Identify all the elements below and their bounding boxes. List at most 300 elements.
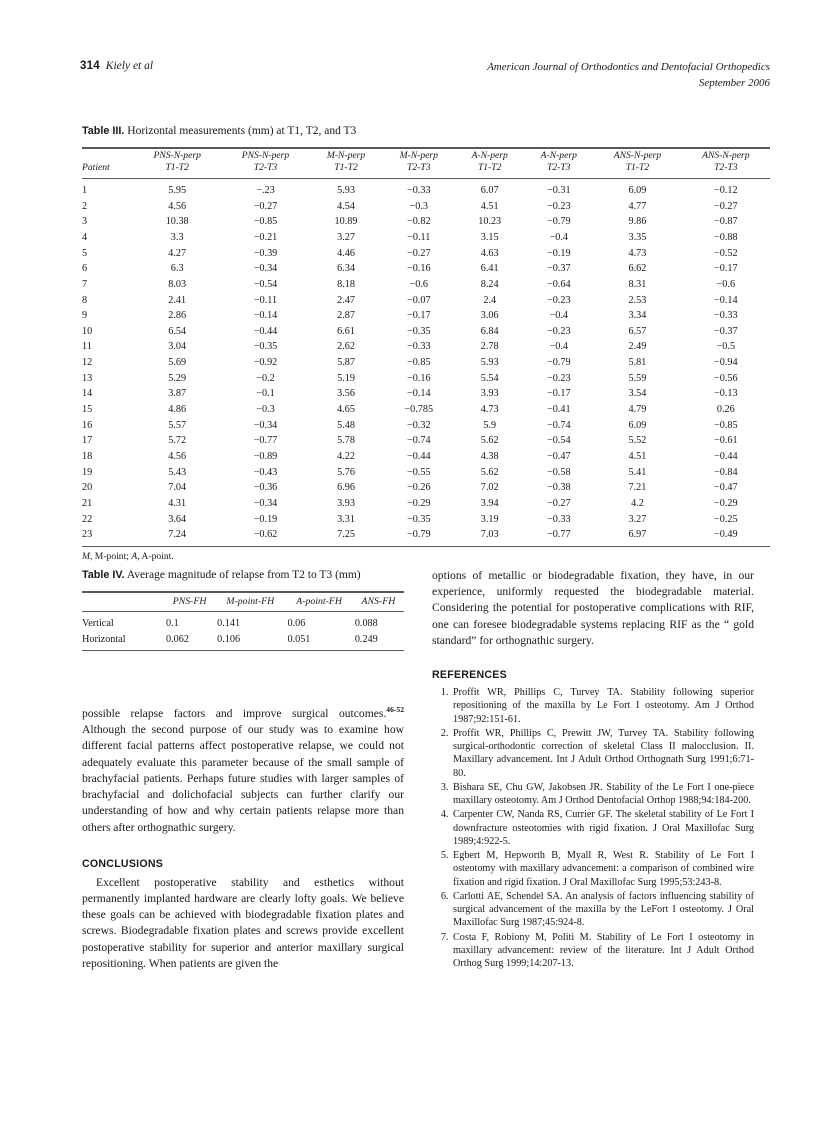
paragraph-relapse-factors <box>82 706 404 836</box>
measurement-cell: 4.73 <box>628 247 647 259</box>
table-3-col-m-t2t3 <box>382 148 455 179</box>
table-row <box>82 292 770 308</box>
references-heading: REFERENCES <box>432 669 507 682</box>
measurement-cell: −0.33 <box>714 310 738 322</box>
measurement-cell: 6.41 <box>480 263 499 275</box>
reference-item: 5. Egbert M, Hepworth B, Myall R, West R. Stability of Le Fort I osteotomy with maxillary advancement: a comparison of combined wire fixation and rigid fixation. J Oral Maxillofac Surg 1995;53:243-8. <box>451 849 754 889</box>
table-row <box>82 246 770 262</box>
measurement-cell: −0.2 <box>256 372 275 384</box>
table-row <box>82 355 770 371</box>
th-line2: T1-T2 <box>165 161 189 173</box>
measurement-cell: 5.81 <box>628 357 647 369</box>
measurement-cell: 0.106 <box>217 633 241 645</box>
table-3 <box>82 147 770 547</box>
measurement-cell: 6.97 <box>628 529 647 541</box>
measurement-cell: 6.09 <box>628 185 647 197</box>
measurement-cell: 6.3 <box>170 263 184 275</box>
measurement-cell: 0.141 <box>217 617 241 629</box>
continuation-paragraph: options of metallic or biodegradable fixation, they have, in our experience, uniformly requested the biodegradable material. Considering the potential for postoperative complications with RIF, one can foresee biodegradable systems replacing RIF as the “ gold standard” for orthognathic surgery. <box>432 569 754 647</box>
measurement-cell: 5.93 <box>337 185 355 197</box>
measurement-cell: −0.44 <box>253 325 278 337</box>
reference-item: 2. Proffit WR, Phillips C, Prewitt JW, Turvey TA. Stability following surgical-orthodontic correction of skeletal Class II malocclusion. II. Maxillary advancement. Int J Adult Orthod Orthognath Surg 1991;6:71-80. <box>451 727 754 780</box>
reference-item: 3. Bishara SE, Chu GW, Jakobsen JR. Stability of the Le Fort I one-piece maxillary osteotomy. Am J Orthod Dentofacial Orthop 1988;94:184-200. <box>451 781 754 808</box>
patient-id-cell: 6 <box>82 263 88 275</box>
measurement-cell: −0.37 <box>546 263 571 275</box>
measurement-cell: 5.52 <box>628 435 647 447</box>
measurement-cell: 0.088 <box>354 617 378 629</box>
table-3-col-ans-t2t3 <box>682 148 770 179</box>
patient-id-cell: 2 <box>82 200 88 212</box>
measurement-cell: 0.051 <box>287 633 311 645</box>
th-line1: PNS-N-perp <box>241 149 290 161</box>
measurement-cell: 5.57 <box>168 419 187 431</box>
measurement-cell: −0.27 <box>406 247 431 259</box>
table-3-body <box>82 179 770 547</box>
left-text-column <box>82 706 404 972</box>
paragraph-post: Although the second purpose of our study was to examine how different facial patterns affect postoperative relapse, we could not adequately evaluate this parameter because of the small sample of brachyfacial patients. Perhaps future studies with larger samples of brachyfacial and dolichofacial subjects can further clarify our understanding of how and why certain patients relapse more than others after orthognathic surgery. <box>82 723 404 834</box>
measurement-cell: 4.31 <box>168 497 187 509</box>
measurement-cell: 4.27 <box>168 247 187 259</box>
row-label-cell: Horizontal <box>82 633 126 645</box>
measurement-cell: 3.04 <box>168 341 187 353</box>
measurement-cell: −0.79 <box>406 529 431 541</box>
measurement-cell: −0.84 <box>714 466 738 478</box>
table-row <box>82 230 770 246</box>
measurement-cell: 3.3 <box>170 231 184 243</box>
journal-title: American Journal of Orthodontics and Dentofacial Orthopedics <box>487 61 770 73</box>
table-row <box>82 179 770 199</box>
running-head <box>80 60 770 91</box>
measurement-cell: 6.54 <box>168 325 187 337</box>
measurement-cell: −0.785 <box>404 404 434 416</box>
measurement-cell: 10.38 <box>165 216 189 228</box>
measurement-cell: 4.86 <box>168 404 187 416</box>
measurement-cell: −0.88 <box>714 231 738 243</box>
th-line1: M-N-perp <box>326 149 366 161</box>
measurement-cell: −0.23 <box>546 325 571 337</box>
reference-item: 4. Carpenter CW, Nanda RS, Currier GF. The skeletal stability of Le Fort I downfracture osteotomies with rigid fixation. J Oral Maxillofac Surg 1989;4:922-5. <box>451 808 754 848</box>
table-4-header-row <box>82 592 404 612</box>
table-4-col-blank <box>82 592 164 612</box>
measurement-cell: −0.43 <box>253 466 278 478</box>
measurement-cell: 4.22 <box>337 450 355 462</box>
measurement-cell: −0.26 <box>406 482 431 494</box>
measurement-cell: 6.62 <box>628 263 647 275</box>
measurement-cell: 4.54 <box>337 200 355 212</box>
measurement-cell: 4.56 <box>168 200 187 212</box>
patient-id-cell: 4 <box>82 231 88 243</box>
table-4-caption-text: Average magnitude of relapse from T2 to T3 (mm) <box>126 569 361 581</box>
measurement-cell: 3.34 <box>628 310 647 322</box>
measurement-cell: −0.47 <box>714 482 738 494</box>
measurement-cell: 10.23 <box>478 216 502 228</box>
measurement-cell: −0.52 <box>714 247 738 259</box>
patient-id-cell: 23 <box>82 529 93 541</box>
measurement-cell: 2.86 <box>168 310 187 322</box>
measurement-cell: −0.85 <box>253 216 278 228</box>
measurement-cell: −0.34 <box>253 419 278 431</box>
patient-id-cell: 21 <box>82 497 93 509</box>
measurement-cell: 5.78 <box>337 435 355 447</box>
th-line2: T1-T2 <box>477 161 502 173</box>
measurement-cell: −0.61 <box>714 435 738 447</box>
measurement-cell: 3.93 <box>480 388 499 400</box>
measurement-cell: −0.54 <box>546 435 571 447</box>
measurement-cell: −0.12 <box>714 185 738 197</box>
measurement-cell: −0.31 <box>546 185 571 197</box>
measurement-cell: −.23 <box>256 185 275 197</box>
measurement-cell: 10.89 <box>334 216 358 228</box>
measurement-cell: 2.78 <box>480 341 499 353</box>
paragraph-pre: possible relapse factors and improve surgical outcomes. <box>82 707 387 720</box>
table-4-col-mpoint-fh: M-point-FH <box>226 595 275 607</box>
patient-id-cell: 12 <box>82 357 93 369</box>
measurement-cell: 3.56 <box>337 388 355 400</box>
measurement-cell: 2.49 <box>628 341 647 353</box>
table-3-footnote <box>82 547 770 563</box>
issue-date: September 2006 <box>698 76 770 89</box>
measurement-cell: −0.19 <box>546 247 571 259</box>
table-3-container <box>82 124 770 563</box>
measurement-cell: −0.79 <box>546 357 571 369</box>
th-line2: T2-T3 <box>407 161 431 173</box>
measurement-cell: 8.18 <box>337 278 355 290</box>
measurement-cell: −0.34 <box>253 263 278 275</box>
measurement-cell: 3.06 <box>480 310 499 322</box>
th-line1: ANS-N-perp <box>613 149 662 161</box>
measurement-cell: 2.47 <box>337 294 355 306</box>
patient-id-cell: 18 <box>82 450 93 462</box>
measurement-cell: −0.85 <box>714 419 738 431</box>
measurement-cell: −0.39 <box>253 247 278 259</box>
citation-superscript: 46-52 <box>386 705 404 715</box>
measurement-cell: 5.43 <box>168 466 187 478</box>
measurement-cell: −0.34 <box>253 497 278 509</box>
table-row <box>82 277 770 293</box>
measurement-cell: −0.16 <box>406 372 431 384</box>
conclusions-heading: CONCLUSIONS <box>82 857 164 870</box>
measurement-cell: 3.27 <box>337 231 355 243</box>
measurement-cell: 3.87 <box>168 388 187 400</box>
table-3-caption-text: Horizontal measurements (mm) at T1, T2, and T3 <box>127 125 357 137</box>
table-4-col-apoint-fh: A-point-FH <box>296 595 342 607</box>
measurement-cell: 5.87 <box>337 357 355 369</box>
measurement-cell: 7.25 <box>337 529 355 541</box>
th-line2: T2-T3 <box>714 161 738 173</box>
measurement-cell: 0.26 <box>716 404 735 416</box>
measurement-cell: −0.07 <box>406 294 431 306</box>
page-folio: 314 <box>80 60 100 72</box>
table-row <box>82 402 770 418</box>
measurement-cell: −0.4 <box>549 231 568 243</box>
measurement-cell: −0.85 <box>406 357 431 369</box>
footnote-a-text: , A-point. <box>137 550 174 562</box>
measurement-cell: −0.89 <box>253 450 278 462</box>
measurement-cell: 5.48 <box>337 419 355 431</box>
table-row <box>82 199 770 215</box>
table-4-col-pns-fh: PNS-FH <box>172 595 207 607</box>
measurement-cell: −0.4 <box>549 310 568 322</box>
patient-id-cell: 19 <box>82 466 93 478</box>
measurement-cell: 0.06 <box>287 617 306 629</box>
table-row <box>82 324 770 340</box>
measurement-cell: 7.21 <box>628 482 647 494</box>
reference-item: 6. Carlotti AE, Schendel SA. An analysis of factors influencing stability of surgical advancement of the maxilla by the LeFort I osteotomy. J Oral Maxillofac Surg 1987;45:924-8. <box>451 890 754 930</box>
patient-id-cell: 13 <box>82 372 93 384</box>
measurement-cell: −0.23 <box>546 200 571 212</box>
table-4-caption <box>82 568 404 584</box>
table-row <box>82 418 770 434</box>
measurement-cell: −0.44 <box>406 450 431 462</box>
measurement-cell: 5.41 <box>628 466 647 478</box>
measurement-cell: −0.3 <box>256 404 275 416</box>
table-4-label: Table IV. <box>82 569 125 581</box>
table-row <box>82 261 770 277</box>
measurement-cell: 3.64 <box>168 513 187 525</box>
measurement-cell: −0.41 <box>546 404 571 416</box>
th-line2: T1-T2 <box>334 161 358 173</box>
measurement-cell: −0.19 <box>253 513 278 525</box>
measurement-cell: −0.77 <box>546 529 571 541</box>
measurement-cell: −0.27 <box>546 497 571 509</box>
measurement-cell: −0.6 <box>716 278 736 290</box>
measurement-cell: −0.14 <box>253 310 278 322</box>
measurement-cell: 6.09 <box>628 419 647 431</box>
measurement-cell: 4.51 <box>480 200 499 212</box>
th-line2: T2-T3 <box>253 161 278 173</box>
table-4-head <box>82 592 404 612</box>
measurement-cell: −0.6 <box>409 278 428 290</box>
measurement-cell: 5.95 <box>168 185 187 197</box>
measurement-cell: 0.062 <box>166 633 189 645</box>
table-row <box>82 386 770 402</box>
table-row <box>82 339 770 355</box>
measurement-cell: −0.11 <box>407 231 431 243</box>
measurement-cell: 6.96 <box>337 482 355 494</box>
measurement-cell: −0.23 <box>546 294 571 306</box>
measurement-cell: 2.4 <box>483 294 497 306</box>
patient-id-cell: 11 <box>82 341 92 353</box>
th-line2: Patient <box>82 161 110 173</box>
measurement-cell: 4.79 <box>628 404 647 416</box>
reference-item: 7. Costa F, Robiony M, Politi M. Stability of Le Fort I osteotomy in maxillary advancement: review of the literature. Int J Adult Orthod Orthog Surg 1999;14:207-13. <box>451 931 754 971</box>
measurement-cell: 6.07 <box>480 185 499 197</box>
table-3-col-a-t2t3 <box>524 148 593 179</box>
measurement-cell: 7.02 <box>480 482 499 494</box>
measurement-cell: 4.65 <box>337 404 355 416</box>
table-3-col-m-t1t2 <box>310 148 383 179</box>
measurement-cell: −0.56 <box>714 372 738 384</box>
patient-id-cell: 3 <box>82 216 88 228</box>
measurement-cell: 6.61 <box>337 325 355 337</box>
patient-id-cell: 5 <box>82 247 88 259</box>
measurement-cell: −0.5 <box>716 341 736 353</box>
right-text-column <box>432 568 754 971</box>
measurement-cell: 3.19 <box>480 513 499 525</box>
table-3-col-patient <box>82 148 133 179</box>
patient-id-cell: 16 <box>82 419 93 431</box>
table-3-col-a-t1t2 <box>455 148 524 179</box>
footnote-m-symbol: M <box>82 550 90 562</box>
table-4-container <box>82 568 404 651</box>
measurement-cell: −0.62 <box>253 529 278 541</box>
measurement-cell: 3.15 <box>480 231 499 243</box>
measurement-cell: 3.27 <box>628 513 647 525</box>
row-label-cell: Vertical <box>82 617 114 629</box>
measurement-cell: 2.53 <box>628 294 647 306</box>
table-3-header-row <box>82 148 770 179</box>
measurement-cell: 4.73 <box>480 404 499 416</box>
table-row <box>82 511 770 527</box>
patient-id-cell: 22 <box>82 513 93 525</box>
measurement-cell: −0.35 <box>253 341 278 353</box>
measurement-cell: −0.35 <box>406 513 431 525</box>
footnote-m-text: , M-point; <box>90 550 132 562</box>
patient-id-cell: 7 <box>82 278 88 290</box>
measurement-cell: −0.74 <box>546 419 571 431</box>
measurement-cell: 4.51 <box>628 450 647 462</box>
table-3-label: Table III. <box>82 125 125 137</box>
measurement-cell: 7.24 <box>168 529 187 541</box>
measurement-cell: 3.94 <box>480 497 499 509</box>
measurement-cell: 8.24 <box>480 278 499 290</box>
table-3-col-pns-t2t3 <box>221 148 309 179</box>
measurement-cell: 5.62 <box>480 466 499 478</box>
measurement-cell: 9.86 <box>628 216 647 228</box>
measurement-cell: −0.23 <box>546 372 571 384</box>
measurement-cell: 3.31 <box>337 513 355 525</box>
measurement-cell: 4.77 <box>628 200 647 212</box>
measurement-cell: 8.31 <box>628 278 647 290</box>
footnote-a-symbol: A <box>131 550 138 562</box>
measurement-cell: 5.62 <box>480 435 499 447</box>
measurement-cell: −0.29 <box>406 497 431 509</box>
measurement-cell: −0.54 <box>253 278 278 290</box>
patient-id-cell: 15 <box>82 404 93 416</box>
measurement-cell: −0.37 <box>714 325 738 337</box>
measurement-cell: −0.35 <box>406 325 431 337</box>
patient-id-cell: 20 <box>82 482 93 494</box>
measurement-cell: −0.17 <box>714 263 738 275</box>
table-row <box>82 371 770 387</box>
measurement-cell: −0.33 <box>406 185 431 197</box>
measurement-cell: 5.76 <box>337 466 355 478</box>
th-line2: T1-T2 <box>625 161 650 173</box>
measurement-cell: −0.47 <box>546 450 571 462</box>
measurement-cell: 0.249 <box>354 633 378 645</box>
table-row <box>82 308 770 324</box>
measurement-cell: −0.87 <box>714 216 738 228</box>
th-line1: M-N-perp <box>399 149 438 161</box>
patient-id-cell: 17 <box>82 435 93 447</box>
measurement-cell: 8.03 <box>168 278 187 290</box>
table-3-caption <box>82 124 770 140</box>
measurement-cell: 5.93 <box>480 357 499 369</box>
patient-id-cell: 10 <box>82 325 93 337</box>
measurement-cell: −0.4 <box>549 341 568 353</box>
measurement-cell: 3.35 <box>628 231 647 243</box>
th-line1: A-N-perp <box>471 149 508 161</box>
measurement-cell: −0.79 <box>546 216 571 228</box>
measurement-cell: 4.38 <box>480 450 499 462</box>
measurement-cell: −0.27 <box>714 200 738 212</box>
measurement-cell: 5.29 <box>168 372 187 384</box>
measurement-cell: −0.74 <box>406 435 431 447</box>
th-line1: ANS-N-perp <box>702 149 750 161</box>
measurement-cell: −0.55 <box>406 466 431 478</box>
table-row <box>82 433 770 449</box>
measurement-cell: 5.59 <box>628 372 647 384</box>
measurement-cell: −0.3 <box>409 200 428 212</box>
measurement-cell: −0.16 <box>406 263 431 275</box>
running-head-right <box>487 60 770 91</box>
measurement-cell: 5.54 <box>480 372 499 384</box>
measurement-cell: −0.49 <box>714 529 738 541</box>
patient-id-cell: 14 <box>82 388 93 400</box>
measurement-cell: 2.41 <box>168 294 187 306</box>
table-row <box>82 214 770 230</box>
table-4-col-ans-fh: ANS-FH <box>361 595 396 607</box>
measurement-cell: 4.46 <box>337 247 355 259</box>
table-row <box>82 449 770 465</box>
measurement-cell: 6.84 <box>480 325 499 337</box>
measurement-cell: −0.33 <box>546 513 571 525</box>
measurement-cell: −0.44 <box>714 450 738 462</box>
measurement-cell: 5.9 <box>483 419 497 431</box>
measurement-cell: 7.04 <box>168 482 187 494</box>
measurement-cell: −0.36 <box>253 482 278 494</box>
table-row <box>82 496 770 512</box>
measurement-cell: −0.64 <box>546 278 571 290</box>
measurement-cell: −0.11 <box>253 294 278 306</box>
th-line2: T2-T3 <box>547 161 571 173</box>
measurement-cell: −0.17 <box>406 310 431 322</box>
table-row <box>82 631 404 650</box>
table-row <box>82 480 770 496</box>
patient-id-cell: 8 <box>82 294 88 306</box>
th-line1: A-N-perp <box>540 149 577 161</box>
table-3-head <box>82 148 770 179</box>
measurement-cell: 3.93 <box>337 497 355 509</box>
measurement-cell: −0.27 <box>253 200 278 212</box>
table-row <box>82 464 770 480</box>
patient-id-cell: 1 <box>82 185 88 197</box>
measurement-cell: −0.58 <box>546 466 571 478</box>
reference-item: 1. Proffit WR, Phillips C, Turvey TA. Stability following superior repositioning of the maxilla by Le Fort I osteotomy. Am J Orthod 1987;92:151-61. <box>451 686 754 726</box>
measurement-cell: −0.25 <box>714 513 738 525</box>
reference-list <box>432 686 754 970</box>
measurement-cell: 3.54 <box>628 388 647 400</box>
measurement-cell: −0.38 <box>546 482 571 494</box>
running-head-authors: Kiely et al <box>105 60 154 72</box>
table-row <box>82 527 770 546</box>
measurement-cell: −0.82 <box>406 216 431 228</box>
measurement-cell: −0.14 <box>406 388 431 400</box>
measurement-cell: 4.2 <box>631 497 644 509</box>
measurement-cell: −0.1 <box>256 388 275 400</box>
running-head-left <box>80 60 153 72</box>
measurement-cell: −0.21 <box>253 231 278 243</box>
table-3-col-ans-t1t2 <box>593 148 681 179</box>
measurement-cell: 5.69 <box>168 357 187 369</box>
measurement-cell: 6.57 <box>628 325 647 337</box>
table-4-body <box>82 611 404 651</box>
measurement-cell: 0.1 <box>166 617 179 629</box>
measurement-cell: −0.14 <box>714 294 738 306</box>
table-4 <box>82 591 404 652</box>
measurement-cell: 2.87 <box>337 310 355 322</box>
measurement-cell: 4.63 <box>480 247 499 259</box>
